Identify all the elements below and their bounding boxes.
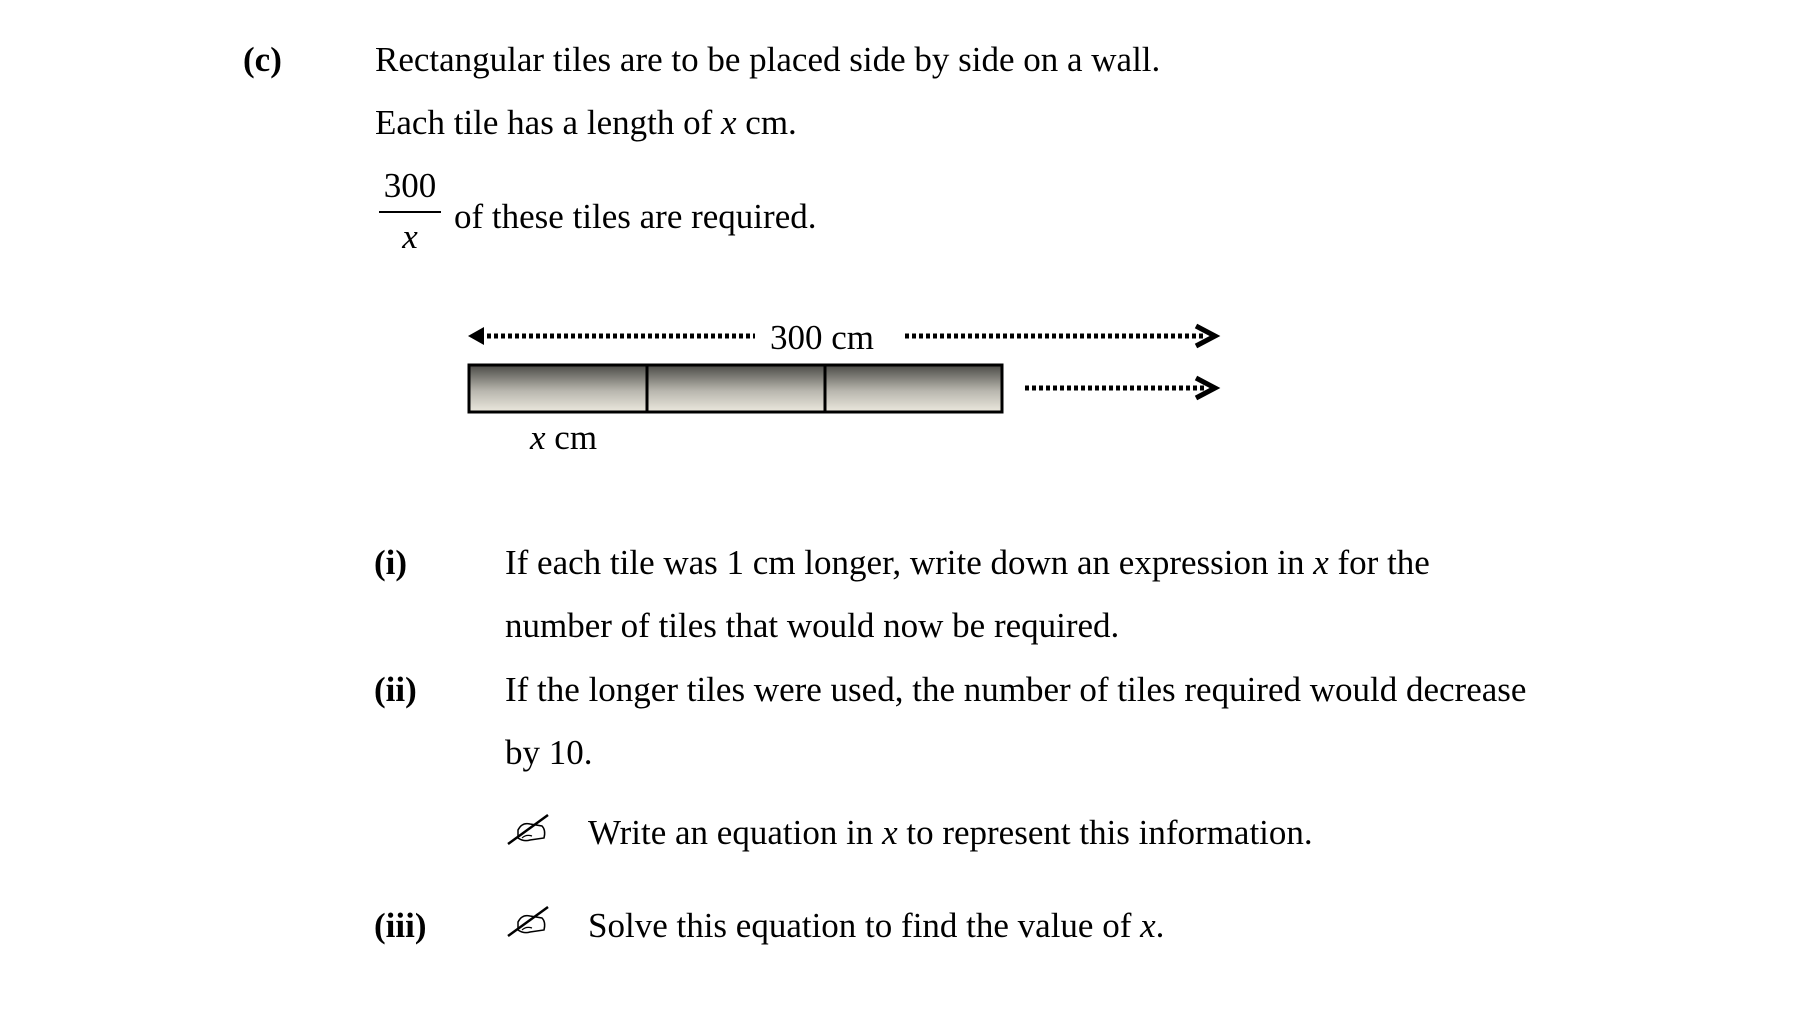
text: If each tile was 1 cm longer, write down an expression in xyxy=(505,543,1305,582)
intro-text: Each tile has a length of xyxy=(375,103,713,142)
variable-x: x xyxy=(882,813,898,852)
fraction-denominator: x xyxy=(402,217,418,256)
subpart-label-i: (i) xyxy=(374,543,408,582)
intro-line-3: of these tiles are required. xyxy=(454,197,817,236)
variable-x: x xyxy=(530,418,546,457)
unit-text: cm. xyxy=(745,103,797,142)
unit-text: cm xyxy=(554,418,598,457)
text: Solve this equation to find the value of xyxy=(588,906,1132,945)
subpart-ii-task xyxy=(588,815,1313,850)
part-label: (c) xyxy=(243,40,282,79)
intro-line-1: Rectangular tiles are to be placed side by side on a wall. xyxy=(375,40,1161,79)
total-length-label: 300 cm xyxy=(770,318,875,357)
continuation-arrow xyxy=(1025,378,1215,398)
subpart-label-ii: (ii) xyxy=(374,670,417,709)
writing-hand-icon xyxy=(506,904,550,940)
text: Write an equation in xyxy=(588,813,874,852)
writing-hand-icon xyxy=(506,812,550,848)
fraction-numerator: 300 xyxy=(383,166,437,205)
subpart-ii-line-2: by 10. xyxy=(505,733,593,772)
subpart-ii-line-1: If the longer tiles were used, the number of tiles required would decrease xyxy=(505,670,1527,709)
arrow-right-head xyxy=(1196,326,1215,346)
subpart-i-line-1 xyxy=(505,545,1430,580)
variable-x: x xyxy=(1140,906,1156,945)
text: for the xyxy=(1337,543,1430,582)
subpart-label-iii: (iii) xyxy=(374,906,427,945)
arrow-left-head xyxy=(468,327,484,345)
tiles-row xyxy=(469,365,1002,412)
tile-length-label xyxy=(530,420,597,455)
text: to represent this information. xyxy=(906,813,1313,852)
text: . xyxy=(1155,906,1165,945)
variable-x: x xyxy=(720,103,737,142)
variable-x: x xyxy=(1313,543,1329,582)
subpart-i-line-2: number of tiles that would now be required. xyxy=(505,606,1120,645)
subpart-iii-task xyxy=(588,908,1164,943)
